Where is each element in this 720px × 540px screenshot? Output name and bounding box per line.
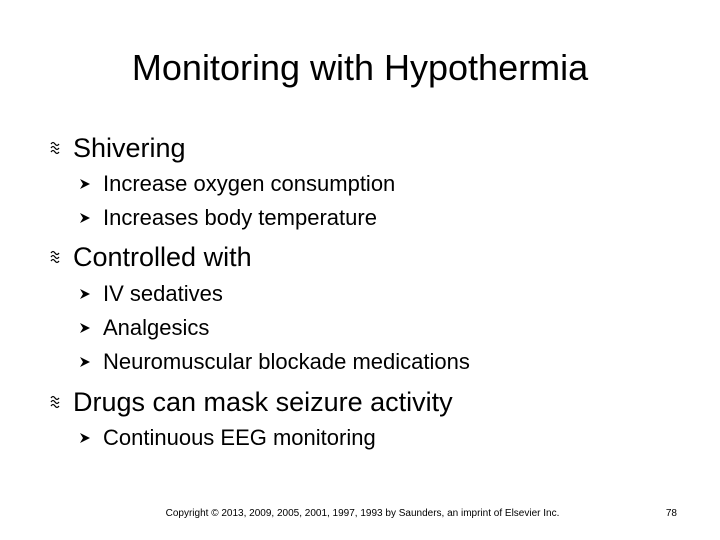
sub-bullet-label: Neuromuscular blockade medications (103, 349, 470, 374)
arrowhead-bullet-icon (79, 288, 91, 300)
arrowhead-bullet-icon (79, 432, 91, 444)
sub-bullet-label: Continuous EEG monitoring (103, 425, 376, 450)
sub-bullet-label: Increase oxygen consumption (103, 171, 396, 196)
arrowhead-bullet-icon (79, 178, 91, 190)
sub-bullet-label: IV sedatives (103, 281, 223, 306)
arrowhead-bullet-icon (79, 322, 91, 334)
slide-title: Monitoring with Hypothermia (131, 47, 589, 88)
bullet-label: Controlled with (73, 242, 252, 272)
wave-bullet-icon (50, 250, 62, 264)
page-number: 78 (665, 508, 677, 519)
wave-bullet-icon (50, 395, 62, 409)
sub-bullet-label: Increases body temperature (103, 205, 377, 230)
sub-bullet-label: Analgesics (103, 315, 210, 340)
bullet-label: Shivering (73, 133, 186, 163)
arrowhead-bullet-icon (79, 356, 91, 368)
bullet-label: Drugs can mask seizure activity (73, 387, 453, 417)
copyright-footer: Copyright © 2013, 2009, 2005, 2001, 1997, 1993 by Saunders, an imprint of Elsevier Inc. (165, 508, 560, 519)
wave-bullet-icon (50, 141, 62, 155)
arrowhead-bullet-icon (79, 212, 91, 224)
